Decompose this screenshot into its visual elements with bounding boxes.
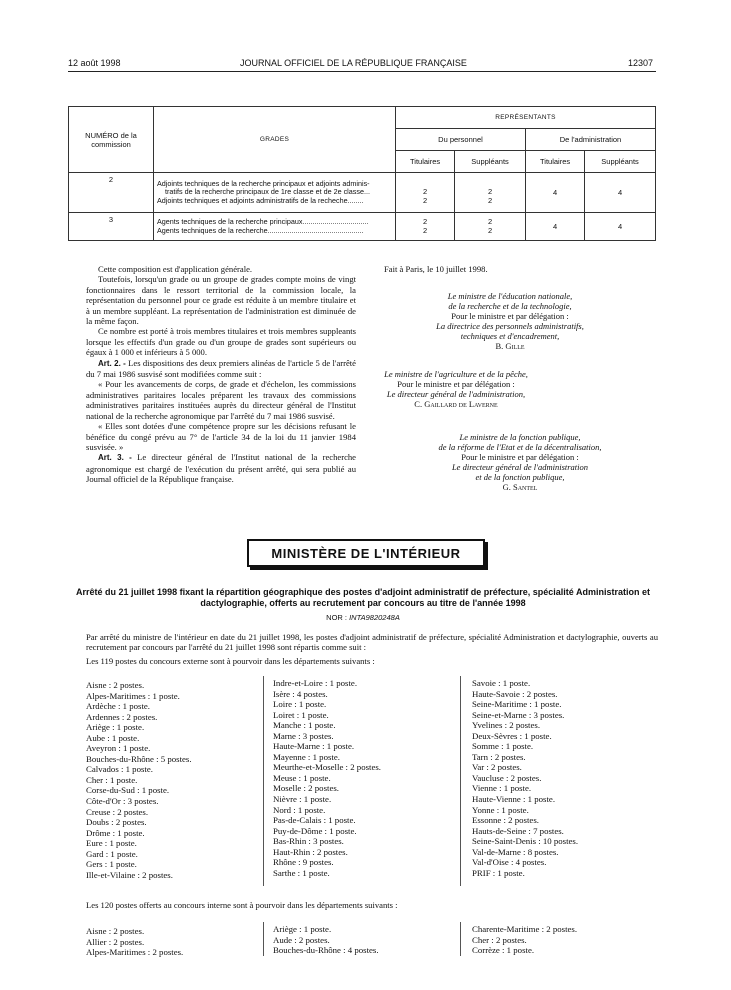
list-item: Moselle : 2 postes. [273,783,339,794]
list-item: Seine-Saint-Denis : 10 postes. [472,836,579,847]
list-item: Loire : 1 poste. [273,699,327,710]
signature-line: techniques et d'encadrement, [460,331,560,341]
col-de-administration: De l'administration [525,129,655,151]
list-item: Côte-d'Or : 3 postes. [86,796,159,807]
cell-value: 2 [422,225,428,235]
list-item: Sarthe : 1 poste. [273,867,330,878]
list-item: Bas-Rhin : 3 postes. [273,836,344,847]
list-item: Indre-et-Loire : 1 poste. [273,678,358,688]
col-pers-titulaires: Titulaires [396,151,455,173]
list-item: Rhône : 9 postes. [273,857,334,868]
nor-label: NOR : [326,613,347,622]
grade-line: Adjoints techniques et adjoints administratifs de la recheche........ [157,195,364,205]
cell-value: 4 [585,173,656,213]
fait-a-paris: Fait à Paris, le 10 juillet 1998. [384,264,488,274]
list-item: Aisne : 2 postes. [86,926,145,936]
list-item: Yvelines : 2 postes. [472,720,541,731]
signature-line: de la réforme de l'Etat et de la décentralisation, [438,442,602,452]
list-item: Seine-et-Marne : 3 postes. [472,709,565,720]
col-adm-titulaires: Titulaires [525,151,584,173]
column-divider [460,676,461,886]
column-divider [263,922,264,956]
list-item: Aveyron : 1 poste. [86,743,151,754]
list-item: Meuse : 1 poste. [273,772,331,783]
signatory-name: B. Gille [495,341,525,351]
list-item: Ariège : 1 poste. [273,924,332,934]
interne-list-col2 [273,924,379,956]
grade-line: Agents techniques de la recherche principaux................................. [157,216,369,226]
column-divider [460,922,461,956]
list-item: Isère : 4 postes. [273,688,328,699]
list-item: Hauts-de-Seine : 7 postes. [472,825,564,836]
table-row [69,213,656,241]
cell-value: 2 [487,195,493,205]
list-item: Cher : 2 postes. [472,934,527,945]
cell-value: 2 [422,195,428,205]
interne-list-col1 [86,926,183,958]
list-item: Haute-Marne : 1 poste. [273,741,355,752]
list-item: Gard : 1 poste. [86,848,138,859]
signatory-name: G. Santel [502,482,538,492]
list-item: Doubs : 2 postes. [86,817,147,828]
paragraph: Toutefois, lorsqu'un grade ou un groupe de grades compte moins de vingt fonctionnaires dans le ressort territorial de la commission locale, la représentation du personnel pour ce grade est réduite à un membre titulaire et à un membre suppléant. La représentation de l'administration est diminuée de la même façon. [86,274,356,327]
signature-block-fonction-publique [380,432,660,492]
signature-line: Le directeur général de l'administration, [386,389,526,399]
col-du-personnel: Du personnel [396,129,526,151]
list-item: Alpes-Maritimes : 2 postes. [86,947,184,958]
signature-block-education [370,291,650,351]
list-item: Eure : 1 poste. [86,838,137,849]
list-item: Nord : 1 poste. [273,804,326,815]
grade-line: tratifs de la recherche principaux de 1re classe et de 2e classe... [165,187,370,197]
list-item: Deux-Sèvres : 1 poste. [472,730,552,741]
interne-list-col3 [472,924,577,956]
externe-list-col3 [472,678,578,878]
table-row [69,173,656,213]
cell-value: 4 [585,213,656,241]
cell-value: 2 [422,186,428,196]
externe-intro: Les 119 postes du concours externe sont à pourvoir dans les départements suivants : [86,656,375,666]
list-item: Nièvre : 1 poste. [273,794,332,805]
cell-value: 2 [422,216,428,226]
list-item: Aube : 1 poste. [86,732,140,743]
list-item: Manche : 1 poste. [273,720,336,731]
ministry-heading: MINISTÈRE DE L'INTÉRIEUR [247,539,485,567]
quote: « Pour les avancements de corps, de grade et d'échelon, les commissions administratives paritaires locales préparent les travaux des commissions administratives paritaires instituées auprès du directeur général de l'Institut national de la recherche agronomique par l'arrêté du 7 mai 1986 susvisé. [86,379,356,421]
article-label: Art. 2. - [98,358,126,368]
list-item: Ardèche : 1 poste. [86,701,151,712]
cell-value: 2 [487,225,493,235]
col-representants: REPRÉSENTANTS [396,107,656,129]
signature-block-agriculture [336,369,576,409]
list-item: Seine-Maritime : 1 poste. [472,699,562,710]
list-item: Mayenne : 1 poste. [273,751,340,762]
list-item: Alpes-Maritimes : 1 poste. [86,690,180,701]
list-item: Essonne : 2 postes. [472,815,539,826]
article-3 [86,452,356,484]
col-numero: NUMÉRO de la commission [69,107,154,173]
signature-line: Le ministre de l'agriculture et de la pêche, [384,369,528,379]
signatory-name: C. Gaillard de Laverne [414,399,498,409]
signature-line: de la recherche et de la technologie, [448,301,572,311]
list-item: Vienne : 1 poste. [472,783,532,794]
list-item: Aisne : 2 postes. [86,680,145,690]
list-item: Corrèze : 1 poste. [472,945,535,956]
list-item: Loiret : 1 poste. [273,709,329,720]
list-item: Ariège : 1 poste. [86,722,145,733]
signature-line: La directrice des personnels administratifs, [436,321,584,331]
list-item: Tarn : 2 postes. [472,751,526,762]
col-grades: GRADES [154,107,396,173]
intro-paragraph: Par arrêté du ministre de l'intérieur en date du 21 juillet 1998, les postes d'adjoint administratif de préfecture, spécialité Administration et dactylographie, ouverts au recrutement par concours par l'arrêté du 21 juillet 1998 sont répartis comme suit : [86,632,658,653]
list-item: Ille-et-Vilaine : 2 postes. [86,869,173,880]
paragraph: Ce nombre est porté à trois membres titulaires et trois membres suppleants lorsque les effectifs d'un grade ou d'un groupe de grades sont supérieurs ou égaux à 1 000 et inférieurs à 5 000. [86,326,356,358]
list-item: Drôme : 1 poste. [86,827,145,838]
header-date: 12 août 1998 [68,58,121,68]
article-text: Le directeur général de l'Institut national de la recherche agronomique est chargé de l'exécution du présent arrêté, qui sera publié au Journal officiel de la République française. [86,452,356,485]
arrete-title: Arrêté du 21 juillet 1998 fixant la répartition géographique des postes d'adjoint administratif de préfecture, spécialité Administration et dactylographie, offerts au recrutement par concours au titre de l'année 1998 [76,587,650,608]
left-column [86,264,356,485]
journal-title: JOURNAL OFFICIEL DE LA RÉPUBLIQUE FRANÇAISE [240,58,467,68]
list-item: Cher : 1 poste. [86,774,138,785]
list-item: Vaucluse : 2 postes. [472,772,542,783]
signature-line: Pour le ministre et par délégation : [461,452,579,462]
row-numero: 3 [69,213,154,241]
list-item: Puy-de-Dôme : 1 poste. [273,825,357,836]
row-numero: 2 [69,173,154,213]
signature-line: Le ministre de l'éducation nationale, [447,291,573,301]
list-item: Marne : 3 postes. [273,730,334,741]
list-item: Meurthe-et-Moselle : 2 postes. [273,762,381,773]
grades-table [68,106,656,241]
list-item: Haute-Savoie : 2 postes. [472,688,558,699]
nor-value: INTA9820248A [349,613,400,622]
signature-line: et de la fonction publique, [475,472,565,482]
list-item: Val-de-Marne : 8 postes. [472,846,559,857]
header-rule [68,71,656,72]
cell-value: 2 [487,216,493,226]
list-item: PRIF : 1 poste. [472,867,525,878]
list-item: Haut-Rhin : 2 postes. [273,846,348,857]
col-pers-suppleants: Suppléants [455,151,526,173]
column-divider [263,676,264,886]
article-label: Art. 3. - [98,453,132,463]
list-item: Bouches-du-Rhône : 4 postes. [273,945,379,956]
list-item: Yonne : 1 poste. [472,804,529,815]
article-2 [86,358,356,380]
interne-intro: Les 120 postes offerts au concours interne sont à pourvoir dans les départements suivants : [86,900,398,910]
col-adm-suppleants: Suppléants [585,151,656,173]
list-item: Allier : 2 postes. [86,936,145,947]
cell-value: 2 [487,186,493,196]
signature-line: Pour le ministre et par délégation : [451,311,569,321]
list-item: Val-d'Oise : 4 postes. [472,857,547,868]
signature-line: Le directeur général de l'administration [451,462,589,472]
list-item: Haute-Vienne : 1 poste. [472,794,556,805]
quote: « Elles sont dotées d'une compétence propre sur les décisions refusant le bénéfice du congé prévu au 7° de l'article 34 de la loi du 11 janvier 1984 susvisée. » [86,421,356,452]
list-item: Ardennes : 2 postes. [86,711,158,722]
list-item: Gers : 1 poste. [86,859,137,870]
list-item: Pas-de-Calais : 1 poste. [273,815,356,826]
cell-value: 4 [525,213,584,241]
list-item: Var : 2 postes. [472,762,522,773]
grade-line: Adjoints techniques de la recherche principaux et adjoints adminis- [157,178,370,188]
paragraph: Cette composition est d'application générale. [98,264,253,274]
list-item: Aude : 2 postes. [273,934,330,945]
list-item: Somme : 1 poste. [472,741,534,752]
grade-line: Agents techniques de la recherche................................................ [157,225,364,235]
externe-list-col1 [86,680,192,880]
list-item: Charente-Maritime : 2 postes. [472,924,578,934]
externe-list-col2 [273,678,381,878]
list-item: Corse-du-Sud : 1 poste. [86,785,170,796]
nor-reference [68,613,658,622]
signature-line: Pour le ministre et par délégation : [397,379,515,389]
cell-value: 4 [525,173,584,213]
signature-line: Le ministre de la fonction publique, [459,432,581,442]
list-item: Calvados : 1 poste. [86,764,153,775]
article-text: Les dispositions des deux premiers alinéas de l'article 5 de l'arrêté du 7 mai 1986 susvisé sont modifiées comme suit : [86,357,356,380]
list-item: Bouches-du-Rhône : 5 postes. [86,753,192,764]
list-item: Savoie : 1 poste. [472,678,531,688]
list-item: Creuse : 2 postes. [86,806,149,817]
page-number: 12307 [628,58,654,68]
